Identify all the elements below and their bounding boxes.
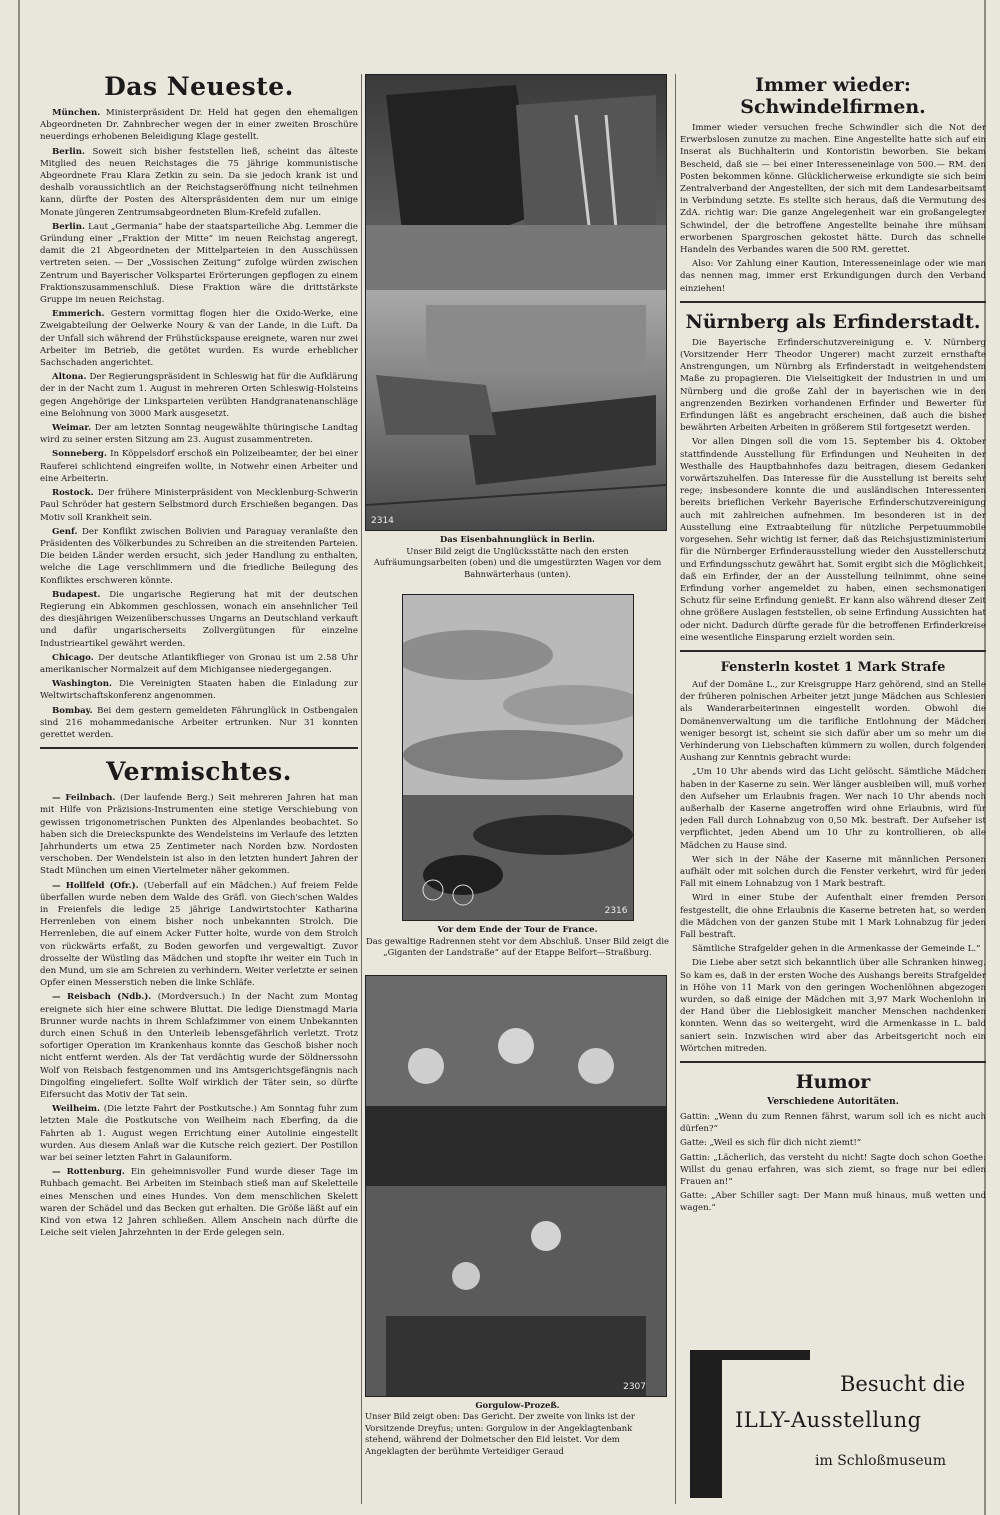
section-title-humor: Humor — [795, 1071, 871, 1094]
news-item-text: Gestern vormittag flogen hier die Oxido-Werke, eine Zweigabteilung der Oelwerke Noury & van der Lande, in die Luft. Da der Unfall sich während der Frühstückspause ereignete, waren nur zwei Arbeiter im Betrieb, die getötet wurden. Es wurde erheblicher Sachschaden angerichtet. — [40, 309, 358, 369]
column-divider — [675, 74, 676, 1504]
news-item-text: In Köppelsdorf erschoß ein Polizeibeamter, der bei einer Rauferei schlichtend eingreifen wollte, in Notwehr einen Arbeiter und eine Arbeiterin. — [40, 449, 358, 484]
humor-text — [680, 1111, 986, 1215]
news-item-text: Der Regierungspräsident in Schleswig hat für die Aufklärung der in der Nacht zum 1. August in mehreren Orten Schleswig-Holsteins gegen Angehörige der Linksparteien verübten Handgranatenanschläge eine Belohnung von 3000 Mark ausgesetzt. — [40, 372, 358, 419]
ad-line-2: ILLY-Ausstellung — [735, 1408, 922, 1432]
news-item-place: Bombay. — [52, 705, 98, 716]
paragraph: Gattin: „Lächerlich, das versteht du nicht! Sagte doch schon Goethe: Willst du genau erfahren, was sich ziemt, so frage nur bei edlen Frauen an!“ — [680, 1152, 986, 1188]
news-item-place: Washington. — [52, 679, 120, 690]
news-item-text: (Ueberfall auf ein Mädchen.) Auf freiem Felde überfallen wurde neben dem Walde des Gräfl. von Giech'schen Waldes in Freienfels die ledige 25 jährige Landwirtstochter Katharina Herrenleben von einem bisher noch unbekannten Strolch. Die Herrenleben, die auf einem Acker Futter holte, wurde von dem Strolch von rückwärts erfaßt, zu Boden geworfen und vergewaltigt. Zuvor drosselte der Wüstling das Mädchen und stopfte ihr weiter ein Tuch in den Mund, um sie am Schreien zu verhindern. Weiter verletzte er seinen Opfer einen Messerstich neben die linke Schläfe. — [40, 880, 358, 989]
news-item-place: Budapest. — [52, 589, 110, 600]
caption-title: Das Eisenbahnunglück in Berlin. — [440, 534, 595, 544]
photo-number: 2314 — [371, 516, 394, 526]
news-item — [40, 991, 358, 1101]
paragraph: Immer wieder versuchen freche Schwindler sich die Not der Erwerbslosen zunutze zu machen. Eine Angestellte hatte sich auf ein Inserat als Buchhalterin und Kontoristin beworben. Sie bekam Bescheid, daß sie — bei einer Interesseneinlage von 500.— RM. den Posten bekommen könne. Glücklicherweise erkundigte sie sich beim Zentralverband der Angestellten, der sich mit dem Landesarbeitsamt in Verbindung setzte. Es stellte sich heraus, daß die Vermutung des ZdA. richtig war: Die ganze Angelegenheit war ein großangelegter Schwindel, der die betroffene Angestellte beinahe ihre mühsam erworbenen Spargroschen gekostet hätte. Durch das schnelle Handeln des Verbandes waren die 500 RM. gerettet. — [680, 123, 986, 256]
photo-number: 2307 — [623, 1381, 646, 1392]
news-item-text: Der deutsche Atlantikflieger von Gronau ist um 2.58 Uhr amerikanischer Normalzeit auf dem Michigansee niedergegangen. — [40, 652, 358, 675]
caption-title: Gorgulow-Prozeß. — [475, 1399, 560, 1410]
column-left — [40, 62, 358, 1507]
photo-train-accident — [365, 74, 667, 531]
news-item-text: Ein geheimnisvoller Fund wurde dieser Tage im Ruhbach gemacht. Bei Arbeiten im Steinbach stieß man auf Skeletteile eines Menschen und eines Hundes. Von dem menschlichen Skelett waren der Schädel und das Becken gut erhalten. Die Größe läßt auf ein Kind von etwa 12 Jahren schließen. Allem Anschein nach dürfte die Leiche seit vielen Jahrzehnten in der Erde gelegen sein. — [40, 1167, 358, 1239]
news-item — [40, 678, 358, 702]
news-item-place: — Feilnbach. — [52, 793, 121, 804]
news-item-text: Soweit sich bisher feststellen ließ, scheint das älteste Mitglied des neuen Reichstages die 75 jährige kommunistische Abgeordnete Frau Klara Zetkin zu sein. Da sie jedoch krank ist und deshalb voraussichtlich an der Reichstagseröffnung nicht teilnehmen kann, dürfte der Posten des Alterspräsidenten dem nur um einige Monate jüngeren Zentrumsabgeordneten Blum-Krefeld zufallen. — [40, 146, 358, 218]
news-item-text: Die ungarische Regierung hat mit der deutschen Regierung ein Abkommen geschlossen, wonach ein ansehnlicher Teil des diesjährigen Weizenüberschusses Ungarns an Deutschland verkauft und dafür ungarischerseits Zollvergütungen für einzelne Industrieartikel gewährt werden. — [40, 589, 358, 649]
news-item-place: Chicago. — [52, 652, 99, 663]
photo-tour-de-france — [402, 594, 634, 921]
news-item-place: Genf. — [52, 526, 83, 537]
news-item-place: München. — [52, 108, 106, 118]
news-item-text: Die Vereinigten Staaten haben die Einladung zur Weltwirtschaftskonferenz angenommen. — [40, 679, 358, 702]
photo-caption-tour — [365, 924, 670, 959]
news-item-text: Ministerpräsident Dr. Held hat gegen den ehemaligen Abgeordneten Dr. Zahnbrecher wegen der in einer zweiten Broschüre neuerdings erhobenen Beleidigung Klage gestellt. — [40, 108, 358, 143]
article-title-fensterln: Fensterln kostet 1 Mark Strafe — [720, 659, 946, 675]
ad-line-3: im Schloßmuseum — [815, 1453, 946, 1469]
news-item — [40, 705, 358, 742]
news-item-text: Der am letzten Sonntag neugewählte thüringische Landtag wird zu seiner ersten Sitzung am 23. August zusammentreten. — [40, 423, 358, 446]
caption-title: Vor dem Ende der Tour de France. — [437, 924, 598, 934]
news-item-text: (Mordversuch.) In der Nacht zum Montag ereignete sich hier eine schwere Bluttat. Die ledige Dienstmagd Maria Brunner wurde nachts in ihrem Schlafzimmer von einem Unbekannten durch einen Schuß in den Unterleib lebensgefährlich verletzt. Trotz sofortiger Operation im Krankenhaus konnte das Geschoß bisher noch nicht entfernt werden. Als der Tat verdächtig wurde der Söldnerssohn Wolf von Reisbach festgenommen und ins Amtsgerichtsgefängnis nach Dingolfing eingeliefert. Sollte Wolf wirklich der Täter sein, so dürfte Eifersucht das Motiv der Tat sein. — [40, 992, 358, 1101]
section-divider — [680, 301, 986, 303]
news-item-place: Berlin. — [52, 221, 89, 232]
news-item — [40, 371, 358, 420]
news-item — [40, 308, 358, 369]
article-fensterln — [680, 679, 986, 1055]
news-item — [40, 652, 358, 676]
section-divider — [680, 1061, 986, 1063]
news-item-text: (Die letzte Fahrt der Postkutsche.) Am Sonntag fuhr zum letzten Male die Postkutsche von Weilheim nach Eberfing, da die Fahrten ab 1. August wegen Errichtung einer Autolinie eingestellt wurden. Aus diesem Anlaß war die Kutsche reich geziert. Der Postillon war bei seiner letzten Fahrt in Galauniform. — [40, 1104, 358, 1164]
news-item-place: — Hollfeld (Ofr.). — [52, 880, 144, 891]
photo-train-accident-image — [366, 75, 666, 530]
photo-number: 2316 — [604, 906, 628, 916]
section-title-vermischtes: Vermischtes. — [106, 757, 292, 787]
column-middle — [365, 74, 670, 1514]
news-item-text: Bei dem gestern gemeldeten Fährunglück in Ostbengalen sind 216 mohammedanische Arbeiter ertrunken. Nur 31 konnten gerettet werden. — [40, 705, 358, 740]
ad-letter-t-stem — [690, 1358, 722, 1498]
paragraph: Also: Vor Zahlung einer Kaution, Interesseneinlage oder wie man das nennen mag, immer erst Erkundigungen durch den Verband einziehen! — [680, 259, 986, 294]
article-erfinderstadt — [680, 337, 986, 644]
caption-text: Das gewaltige Radrennen steht vor dem Abschluß. Unser Bild zeigt die „Giganten der Landstraße“ auf der Etappe Belfort—Straßburg. — [366, 935, 669, 957]
paragraph: Die Bayerische Erfinderschutzvereinigung e. V. Nürnberg (Vorsitzender Herr Theodor Ungerer) macht zurzeit ernsthafte Anstrengungen, um Nürnbrg als Erfinderstadt in weitgehendstem Maße zu propagieren. Die Vielseitigkeit der Industrien in und um Nürnberg und die große Zahl der in bayerischen wie in den angrenzenden Bezirken vorhandenen Erfinder und Bewerter für Erfindungen läßt es angebracht erscheinen, daß auch die bisher bewährten Arbeiten Arbeiten in größerem Stil fortgesetzt werden. — [680, 337, 986, 434]
news-item-text: (Der laufende Berg.) Seit mehreren Jahren hat man mit Hilfe von Präzisions-Instrumenten eine stetige Verschiebung von gewissen trigonometrischen Punkten des Alpenlandes beobachtet. So haben sich die Dreieckspunkte des Wendelsteins im Verlaufe des letzten Jahrhunderts um etwa 25 Zentimeter nach Norden bzw. Nordosten verschoben. Der Wendelstein ist also in den letzten hundert Jahren der Stadt München um einen Viertelmeter näher gekommen. — [40, 793, 358, 877]
news-item-place: Rostock. — [52, 488, 98, 499]
photo-tour-de-france-image — [403, 595, 633, 920]
photo-gorgulow-trial-image — [366, 976, 666, 1396]
photo-caption-trial — [365, 1400, 670, 1458]
paragraph: Gattin: „Wenn du zum Rennen fährst, warum soll ich es nicht auch dürfen?“ — [680, 1112, 986, 1135]
news-item — [40, 792, 358, 877]
photo-gorgulow-trial — [365, 975, 667, 1397]
news-item-place: Emmerich. — [52, 309, 111, 320]
humor-subtitle: Verschiedene Autoritäten. — [767, 1097, 899, 1108]
news-item-place: Sonneberg. — [52, 449, 111, 460]
misc-items — [40, 792, 358, 1239]
article-schwindelfirmen — [680, 122, 986, 295]
section-divider — [40, 747, 358, 749]
ad-line-1: Besucht die — [840, 1372, 966, 1396]
news-item-text: Der Konflikt zwischen Bolivien und Paraguay veranlaßte den Präsidenten des Völkerbundes zu Schreiben an die streitenden Parteien. Die beiden Länder werden ersucht, sich jeder Handlung zu enthalten, welche die Lage verschlimmern und die friedliche Beilegung des Konfliktes erschweren könnte. — [40, 526, 358, 586]
news-item-text: Laut „Germania“ habe der staatsparteiliche Abg. Lemmer die Gründung einer „Fraktion der Mitte“ im neuen Reichstag angeregt, damit die 21 Abgeordneten der Mittelparteien in den Ausschüssen vertreten seien. — Der „Vossischen Zeitung“ zufolge würden zwischen Zentrum und Bayerischer Volkspartei Erörterungen gepflogen zu einem Fraktionszusammenschluß. Diese Fraktion wäre die drittstärkste Gruppe im neuen Reichstag. — [40, 221, 358, 306]
news-item-text: Der frühere Ministerpräsident von Mecklenburg-Schwerin Paul Schröder hat gestern Selbstmord durch Erschießen begangen. Das Motiv soll Krankheit sein. — [40, 488, 358, 523]
paragraph: Gatte: „Aber Schiller sagt: Der Mann muß hinaus, muß wetten und wagen.“ — [680, 1191, 986, 1214]
news-item — [40, 448, 358, 485]
news-item — [40, 221, 358, 306]
paragraph: Sämtliche Strafgelder gehen in die Armenkasse der Gemeinde L.“ — [692, 944, 981, 955]
paragraph: Auf der Domäne L., zur Kreisgruppe Harz gehörend, sind an Stelle der früheren polnischen Arbeiter jetzt junge Mädchen aus Schlesien als Wanderarbeiterinnen eingestellt worden. Obwohl die Domänenverwaltung um die tarifliche Entlohnung der Mädchen weniger besorgt ist, scheint sie sich dafür aber um so mehr um die Verhinderung von Liebschaften kümmern zu wollen, durch folgenden Aushang zur Kenntnis gebracht wurde: — [680, 679, 986, 764]
news-item-place: — Reisbach (Ndb.). — [52, 992, 158, 1003]
news-item — [40, 107, 358, 144]
news-item-place: Altona. — [52, 372, 90, 383]
news-item-place: Weimar. — [52, 423, 95, 434]
news-item-place: — Rottenburg. — [52, 1167, 131, 1178]
paragraph: Wird in einer Stube der Aufenthalt einer fremden Person festgestellt, die ohne Erlaubnis die Kaserne betreten hat, so werden die Mädchen von der ganzen Stube mit 1 Mark Lohnabzug für jeden Fall bestraft. — [680, 893, 986, 940]
news-item-place: Berlin. — [52, 146, 93, 157]
paragraph: Die Liebe aber setzt sich bekanntlich über alle Schranken hinweg. So kam es, daß in der ersten Woche des Aushangs bereits Strafgelder in Höhe von 11 Mark von den geringen Wochenlöhnen abgezogen wurden, so daß einige der Mädchen mit 3,97 Mark Wochenlohn in der Hand über die Lieblosigkeit mancher Menschen nachdenken konnten. Wenn das so weitergeht, wird die Armenkasse in L. bald saniert sein. Inzwischen wird aber das Arbeitsgericht noch ein Wörtchen mitreden. — [680, 958, 986, 1054]
news-item — [40, 487, 358, 524]
news-item — [40, 146, 358, 219]
news-item — [40, 1166, 358, 1239]
paragraph: Wer sich in der Nähe der Kaserne mit männlichen Personen aufhält oder mit solchen durch die Fenster verkehrt, wird für jeden Fall mit einem Lohnabzug von 1 Mark bestraft. — [680, 854, 986, 890]
article-title-erfinderstadt: Nürnberg als Erfinderstadt. — [685, 310, 981, 333]
news-item — [40, 422, 358, 446]
photo-caption-train — [365, 534, 670, 580]
section-title-neueste: Das Neueste. — [104, 72, 294, 101]
left-margin-rule — [18, 0, 20, 1515]
news-items — [40, 107, 358, 741]
news-item-place: Weilheim. — [52, 1104, 104, 1115]
paragraph: Gatte: „Weil es sich für dich nicht ziemt!“ — [680, 1138, 862, 1149]
article-title-schwindelfirmen: Immer wieder: Schwindelfirmen. — [740, 74, 926, 118]
paragraph: „Um 10 Uhr abends wird das Licht gelöscht. Sämtliche Mädchen haben in der Kaserne zu sein. Wer länger ausbleiben will, muß vorher den Aufseher um Erlaubnis fragen. Wer nach 10 Uhr abends noch außerhalb der Kaserne angetroffen wird ohne Erlaubnis, wird für jeden Fall durch Lohnabzug von 0,50 Mk. bestraft. Der Aufseher ist verpflichtet, jeden Abend um 10 Uhr zu kontrollieren, ob alle Mädchen zu Hause sind. — [680, 767, 986, 851]
news-item — [40, 526, 358, 587]
column-divider — [361, 74, 362, 1504]
caption-text: Unser Bild zeigt oben: Das Gericht. Der zweite von links ist der Vorsitzende Dreyfus; unten: Gorgulow in der Angeklagtenbank stehend, während der Dolmetscher den Eid leistet. Vor dem Angeklagten der berühmte Verteidiger Geraud — [365, 1411, 635, 1456]
section-divider — [680, 650, 986, 652]
column-right — [680, 74, 986, 1346]
caption-text: Unser Bild zeigt die Unglücksstätte nach den ersten Aufräumungsarbeiten (oben) und die umgestürzten Wagen vor dem Bahnwärterhaus (unten). — [373, 545, 662, 579]
news-item — [40, 589, 358, 650]
news-item — [40, 1103, 358, 1164]
paragraph: Vor allen Dingen soll die vom 15. September bis 4. Oktober stattfindende Ausstellung für Erfindungen und Neuheiten in der Westhalle des Hauptbahnhofes dazu beitragen, diesem Gedanken vorwärtszuhelfen. Das Interesse für die Ausstellung ist bereits sehr rege; insbesondere konnte die und ausländischen Interessenten bereits brieflichen Verkehr Bayerische Erfinderschutzvereinigung auch mit zahlreichen aufnehmen. Im besonderen ist in der Ausstellung eine Extraabteilung für nützliche Perpetuummobile vorgesehen. Sehr wichtig ist ferner, daß das Reichsjustizministerium für die Nürnberger Erfinderausstellung wieder den Ausstellerschutz und Erfindungsschutz gewährt hat. Somit ergibt sich die Möglichkeit, daß ein Erfinder, der an der Ausstellung teilnimmt, ohne seine Erfindung vorher angemeldet zu haben, einen sechsmonatigen Schutz für seine Erfindung genießt. Er kann also während dieser Zeit ohne größere Auslagen feststellen, ob seine Erfindung Aussichten hat oder nicht. Dadurch dürfte gerade für die betroffenen Erfinderkreise eine wesentliche Einsparung erzielt worden sein. — [680, 437, 986, 643]
advertisement-tilly — [680, 1350, 986, 1505]
news-item — [40, 880, 358, 990]
